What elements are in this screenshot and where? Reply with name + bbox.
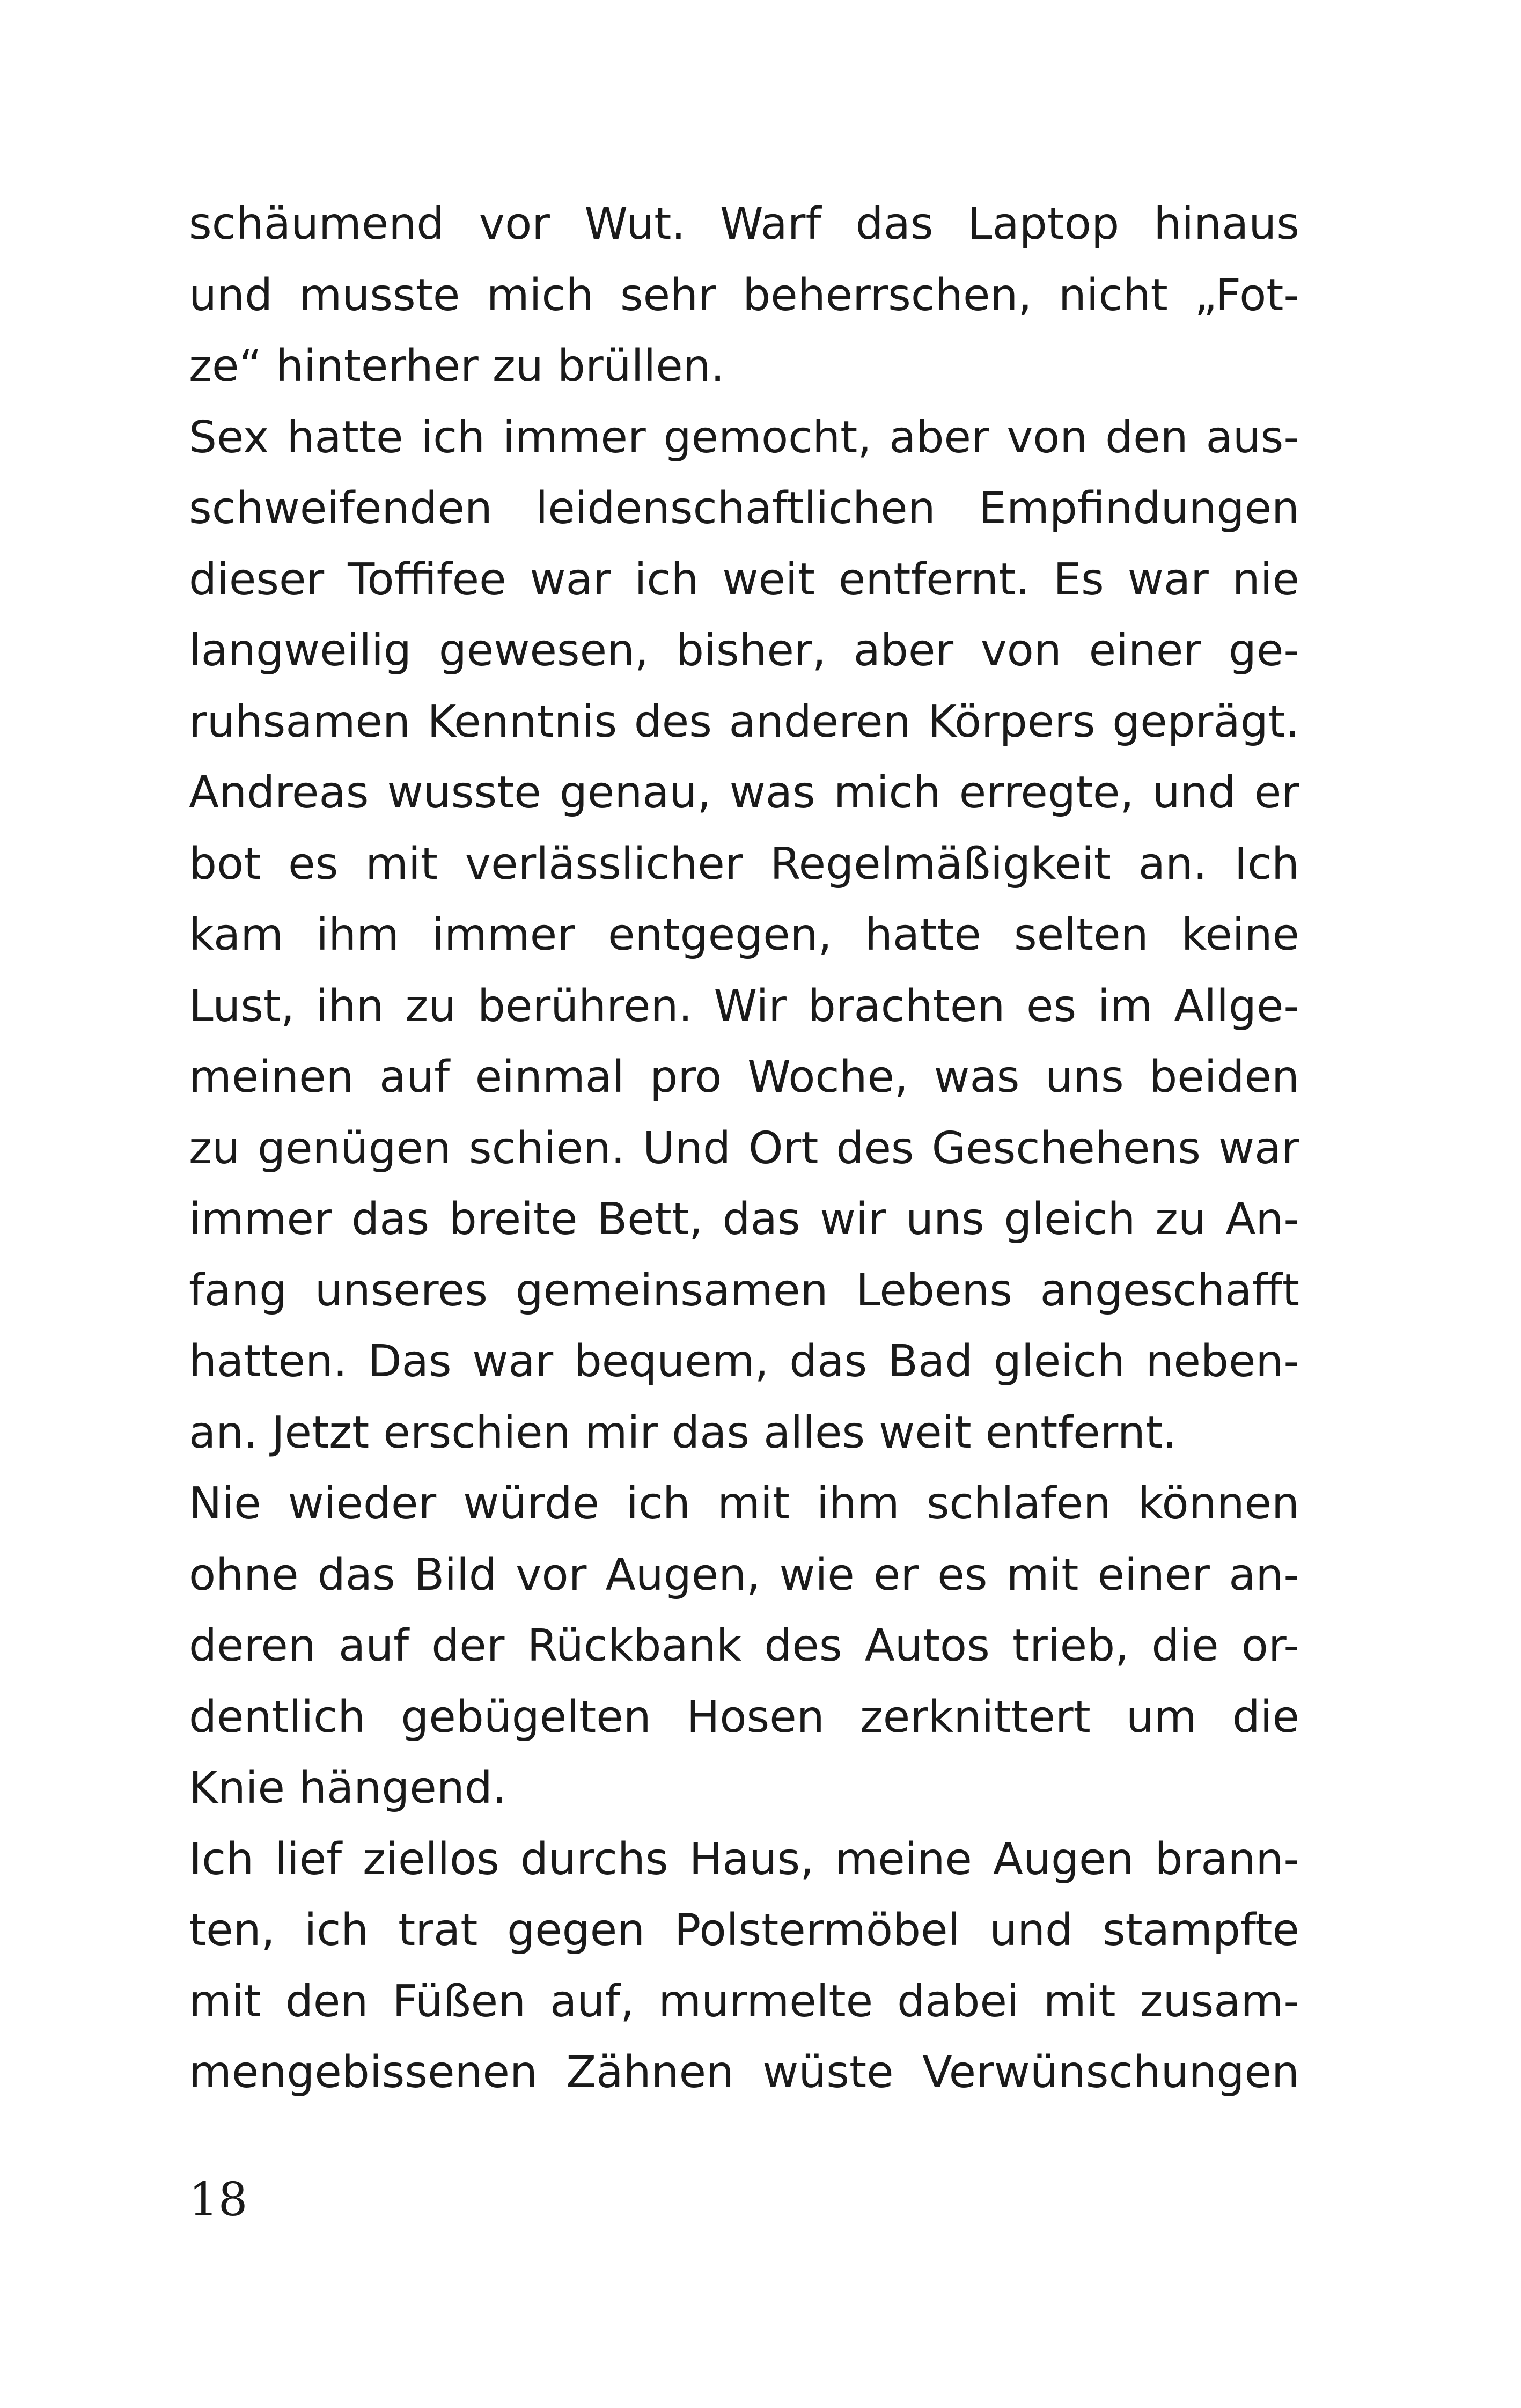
text-line: fang unseres gemeinsamen Lebens angeschafft xyxy=(189,1265,1299,1316)
text-line: ten, ich trat gegen Polstermöbel und stampfte xyxy=(189,1905,1299,1956)
text-line: Andreas wusste genau, was mich erregte, und er xyxy=(189,767,1299,818)
text-line: kam ihm immer entgegen, hatte selten keine xyxy=(189,909,1299,960)
text-line: hatten. Das war bequem, das Bad gleich neben- xyxy=(189,1336,1299,1387)
text-line: zu genügen schien. Und Ort des Geschehens war xyxy=(189,1122,1299,1174)
text-line: ohne das Bild vor Augen, wie er es mit einer an- xyxy=(189,1549,1299,1601)
text-line: mit den Füßen auf, murmelte dabei mit zusam- xyxy=(189,1976,1299,2027)
text-line: meinen auf einmal pro Woche, was uns beiden xyxy=(189,1052,1299,1103)
text-line: an. Jetzt erschien mir das alles weit entfernt. xyxy=(189,1407,1177,1458)
text-line: langweilig gewesen, bisher, aber von einer ge- xyxy=(189,625,1299,676)
text-line: mengebissenen Zähnen wüste Verwünschungen xyxy=(189,2047,1299,2098)
text-line: bot es mit verlässlicher Regelmäßigkeit an. Ich xyxy=(189,838,1299,890)
text-line: Ich lief ziellos durchs Haus, meine Augen brann- xyxy=(189,1833,1299,1885)
text-line: schäumend vor Wut. Warf das Laptop hinaus xyxy=(189,199,1299,249)
text-line: dieser Toffifee war ich weit entfernt. Es war nie xyxy=(189,554,1299,605)
body-text xyxy=(189,189,1299,2109)
text-line: Sex hatte ich immer gemocht, aber von den aus- xyxy=(189,412,1299,463)
text-line: ze“ hinterher zu brüllen. xyxy=(189,341,725,392)
text-line: ruhsamen Kenntnis des anderen Körpers geprägt. xyxy=(189,696,1299,747)
text-line: schweifenden leidenschaftlichen Empfindungen xyxy=(189,483,1299,534)
page-number: 18 xyxy=(189,2173,248,2227)
text-line: dentlich gebügelten Hosen zerknittert um die xyxy=(189,1691,1299,1743)
text-line: Lust, ihn zu berühren. Wir brachten es im Allge- xyxy=(189,980,1299,1032)
text-line: immer das breite Bett, das wir uns gleich zu An- xyxy=(189,1194,1299,1245)
text-line: und musste mich sehr beherrschen, nicht „Fot- xyxy=(189,269,1299,321)
text-line: Nie wieder würde ich mit ihm schlafen können xyxy=(189,1478,1299,1529)
text-line: deren auf der Rückbank des Autos trieb, die or- xyxy=(189,1620,1299,1671)
text-line: Knie hängend. xyxy=(189,1763,506,1814)
